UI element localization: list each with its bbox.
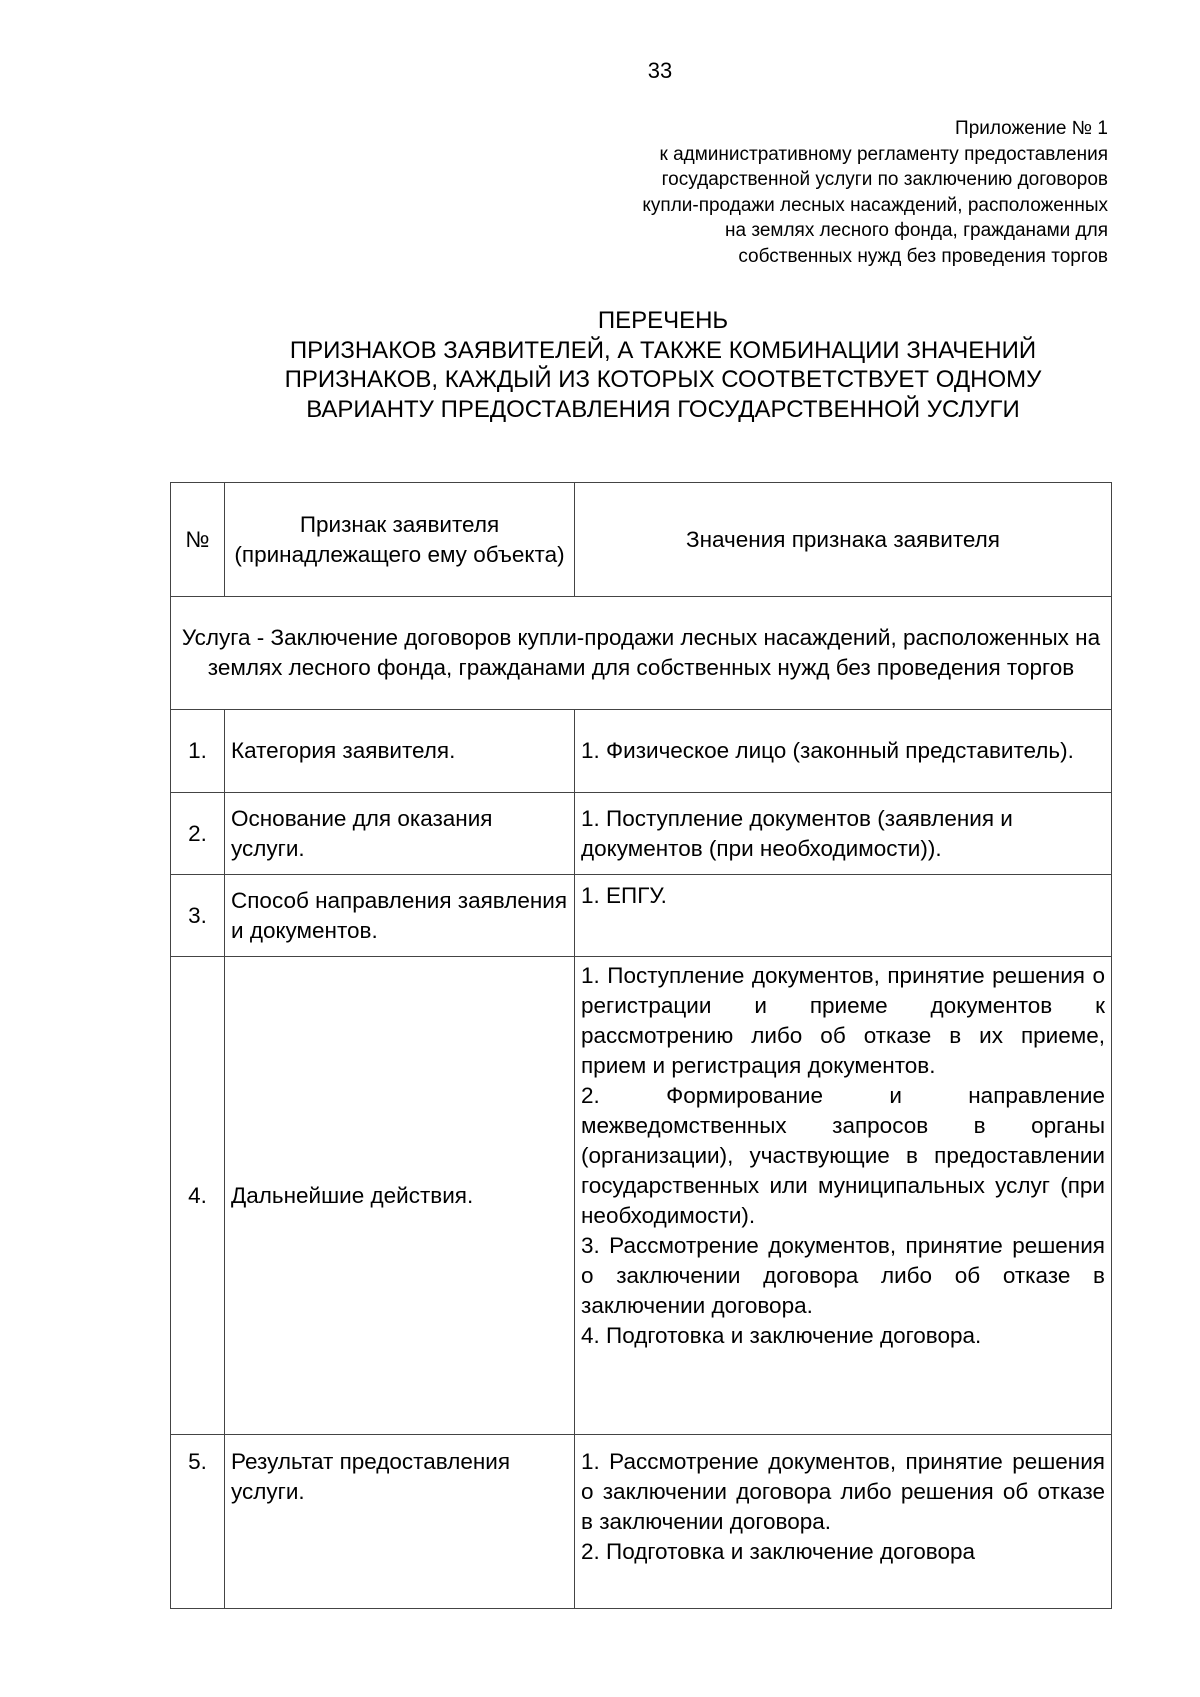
- table-row: [171, 875, 1112, 957]
- row-attribute: Категория заявителя.: [225, 710, 575, 793]
- row-values: [575, 1435, 1112, 1609]
- document-title: [170, 306, 1156, 424]
- title-line: ПРИЗНАКОВ ЗАЯВИТЕЛЕЙ, А ТАКЖЕ КОМБИНАЦИИ ЗНАЧЕНИЙ: [289, 336, 1037, 364]
- appendix-line: на землях лесного фонда, гражданами для: [725, 220, 1108, 241]
- table-row: [171, 793, 1112, 875]
- row-attribute: Способ направления заявления и документов.: [225, 875, 575, 957]
- row-values: [575, 710, 1112, 793]
- header-attribute: Признак заявителя (принадлежащего ему объекта): [225, 483, 575, 597]
- service-row: [171, 597, 1112, 710]
- row-num: 2.: [171, 793, 225, 875]
- table-row: [171, 710, 1112, 793]
- row-attribute: Основание для оказания услуги.: [225, 793, 575, 875]
- appendix-line: Приложение № 1: [955, 118, 1108, 139]
- row-attribute: Результат предоставления услуги.: [225, 1435, 575, 1609]
- value-item: 2. Подготовка и заключение договора: [581, 1539, 976, 1564]
- header-values: Значения признака заявителя: [575, 483, 1112, 597]
- attributes-table: [170, 482, 1112, 1609]
- service-cell: Услуга - Заключение договоров купли-продажи лесных насаждений, расположенных на землях лесного фонда, гражданами для собственных нужд без проведения торгов: [171, 597, 1112, 710]
- row-num: 4.: [171, 957, 225, 1435]
- page-number: 33: [647, 58, 673, 83]
- header-num: №: [171, 483, 225, 597]
- table-row: [171, 1435, 1112, 1609]
- value-item: 3. Рассмотрение документов, принятие решения о заключении договора либо об отказе в заключении договора.: [581, 1233, 1105, 1318]
- value-item: 2. Формирование и направление межведомственных запросов в органы (организации), участвующие в предоставлении государственных или муниципальных услуг (при необходимости).: [581, 1083, 1105, 1228]
- value-item: 1. Физическое лицо (законный представитель).: [581, 738, 1074, 763]
- row-num: 1.: [171, 710, 225, 793]
- row-values: [575, 957, 1112, 1435]
- row-values: [575, 875, 1112, 957]
- value-item: 1. Рассмотрение документов, принятие решения о заключении договора либо решения об отказе в заключении договора.: [581, 1449, 1105, 1534]
- title-line: ПРИЗНАКОВ, КАЖДЫЙ ИЗ КОТОРЫХ СООТВЕТСТВУЕТ ОДНОМУ: [284, 366, 1042, 393]
- row-attribute: Дальнейшие действия.: [225, 957, 575, 1435]
- table-header-row: [171, 483, 1112, 597]
- value-item: 4. Подготовка и заключение договора.: [581, 1323, 982, 1348]
- appendix-line: к административному регламенту предоставления: [659, 143, 1108, 165]
- appendix-line: собственных нужд без проведения торгов: [738, 245, 1108, 267]
- appendix-block: [548, 116, 1108, 269]
- appendix-line: государственной услуги по заключению договоров: [661, 169, 1108, 190]
- row-values: [575, 793, 1112, 875]
- value-item: 1. Поступление документов (заявления и документов (при необходимости)).: [581, 805, 1013, 861]
- row-num: 3.: [171, 875, 225, 957]
- appendix-line: купли-продажи лесных насаждений, расположенных: [642, 194, 1108, 216]
- value-item: 1. Поступление документов, принятие решения о регистрации и приеме документов к рассмотрению либо об отказе в их приеме, прием и регистрация документов.: [581, 963, 1105, 1078]
- title-line: ПЕРЕЧЕНЬ: [597, 307, 729, 334]
- title-line: ВАРИАНТУ ПРЕДОСТАВЛЕНИЯ ГОСУДАРСТВЕННОЙ УСЛУГИ: [306, 395, 1020, 423]
- table-row: [171, 957, 1112, 1435]
- value-item: 1. ЕПГУ.: [581, 883, 667, 908]
- row-num: 5.: [171, 1435, 225, 1609]
